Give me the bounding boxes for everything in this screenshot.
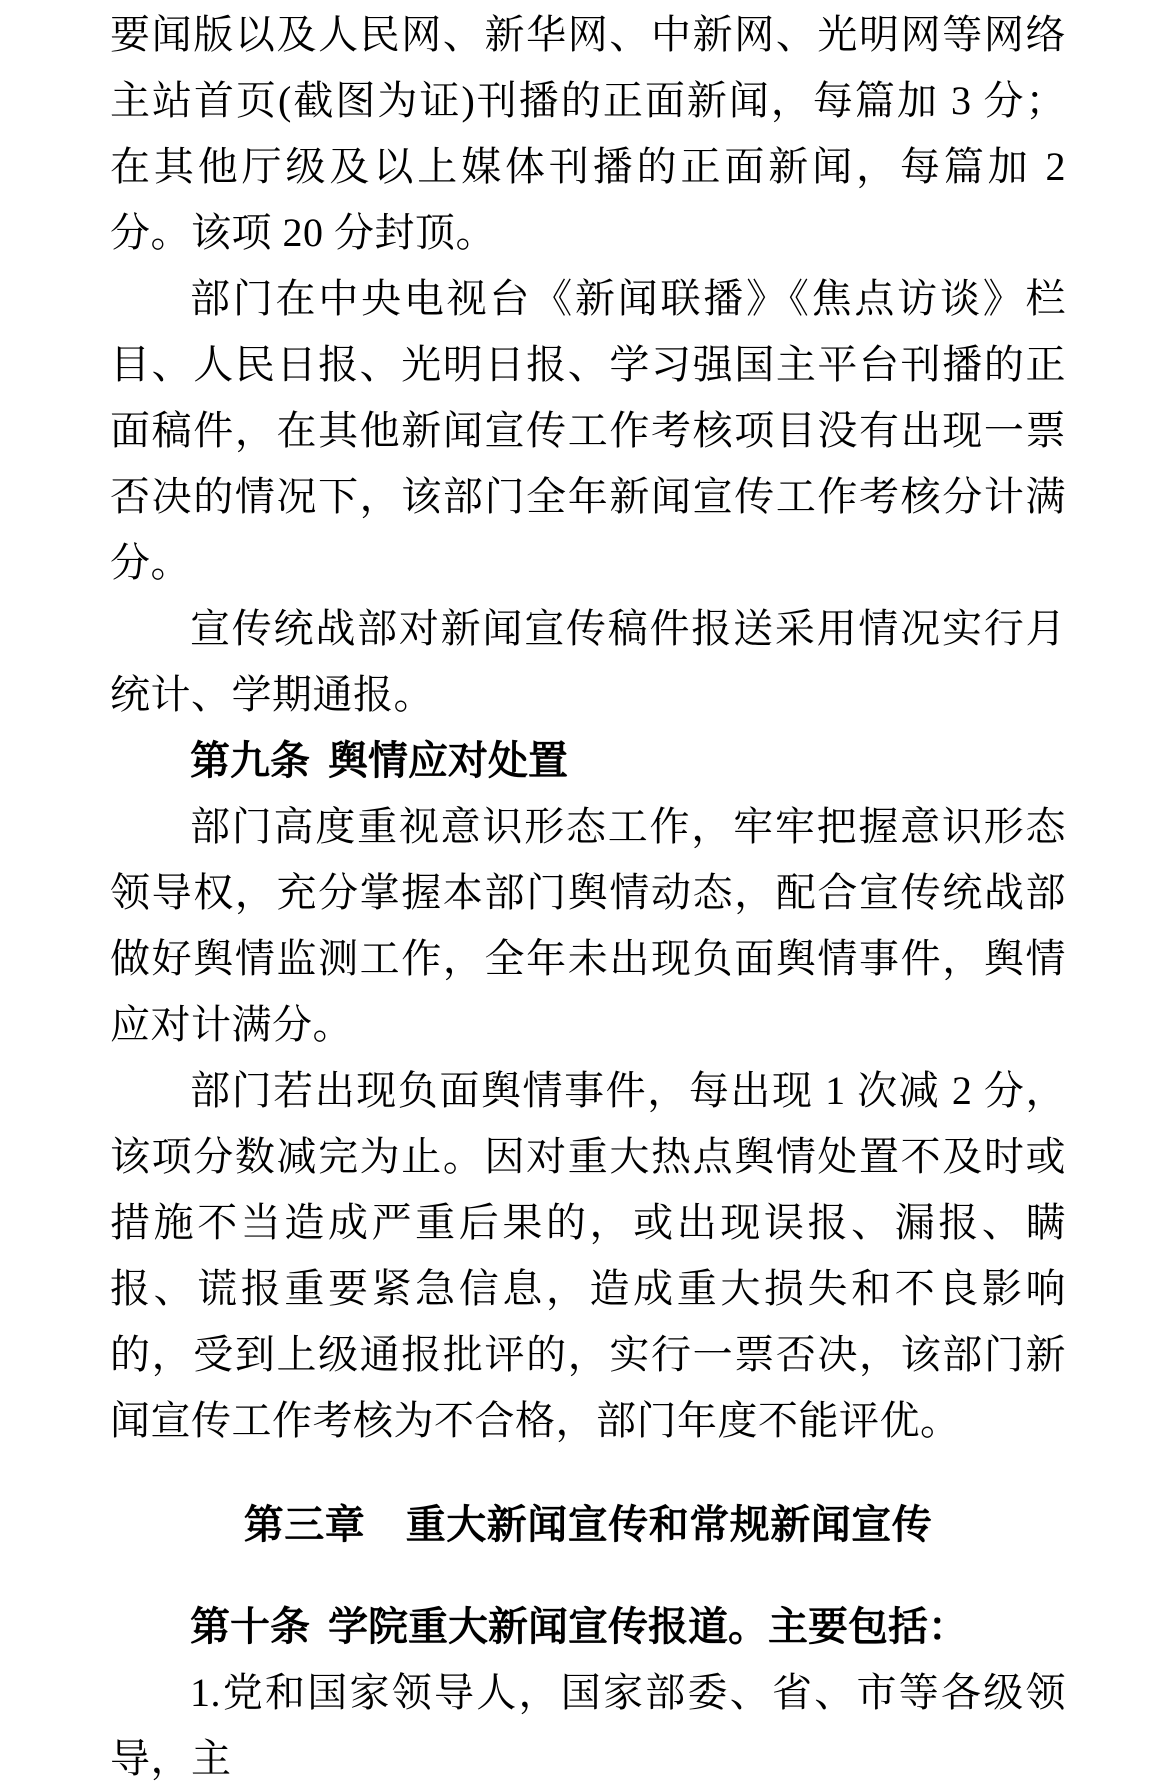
article-10-number: 第十条: [190, 1604, 310, 1649]
article-9-number: 第九条: [190, 738, 310, 783]
paragraph-central-media-full-score: 部门在中央电视台《新闻联播》《焦点访谈》栏目、人民日报、光明日报、学习强国主平台刊播的正面稿件，在其他新闻宣传工作考核项目没有出现一票否决的情况下，该部门全年新闻宣传工作考核分计满分。: [110, 276, 1066, 585]
article-10-text: 学院重大新闻宣传报道。主要包括：: [328, 1604, 968, 1649]
article-9-title: 舆情应对处置: [328, 738, 568, 783]
paragraph-positive-news-scoring: 要闻版以及人民网、新华网、中新网、光明网等网络主站首页(截图为证)刊播的正面新闻，每篇加 3 分；在其他厅级及以上媒体刊播的正面新闻，每篇加 2 分。该项 20 分封顶。: [110, 12, 1066, 255]
paragraph-negative-opinion-penalty: 部门若出现负面舆情事件，每出现 1 次减 2 分，该项分数减完为止。因对重大热点舆情处置不及时或措施不当造成严重后果的，或出现误报、漏报、瞒报、谎报重要紧急信息，造成重大损失和不良影响的，受到上级通报批评的，实行一票否决，该部门新闻宣传工作考核为不合格，部门年度不能评优。: [110, 1068, 1066, 1443]
article-9-heading: [110, 728, 1066, 794]
paragraph-monthly-statistics: 宣传统战部对新闻宣传稿件报送采用情况实行月统计、学期通报。: [110, 606, 1066, 717]
paragraph-ideology-work: 部门高度重视意识形态工作，牢牢把握意识形态领导权，充分掌握本部门舆情动态，配合宣传统战部做好舆情监测工作，全年未出现负面舆情事件，舆情应对计满分。: [110, 804, 1066, 1047]
article-10-lead: [110, 1594, 1066, 1660]
chapter-3-heading: 第三章 重大新闻宣传和常规新闻宣传: [243, 1502, 933, 1547]
paragraph-item-1-leaders: 1.党和国家领导人，国家部委、省、市等各级领导，主: [110, 1670, 1066, 1781]
